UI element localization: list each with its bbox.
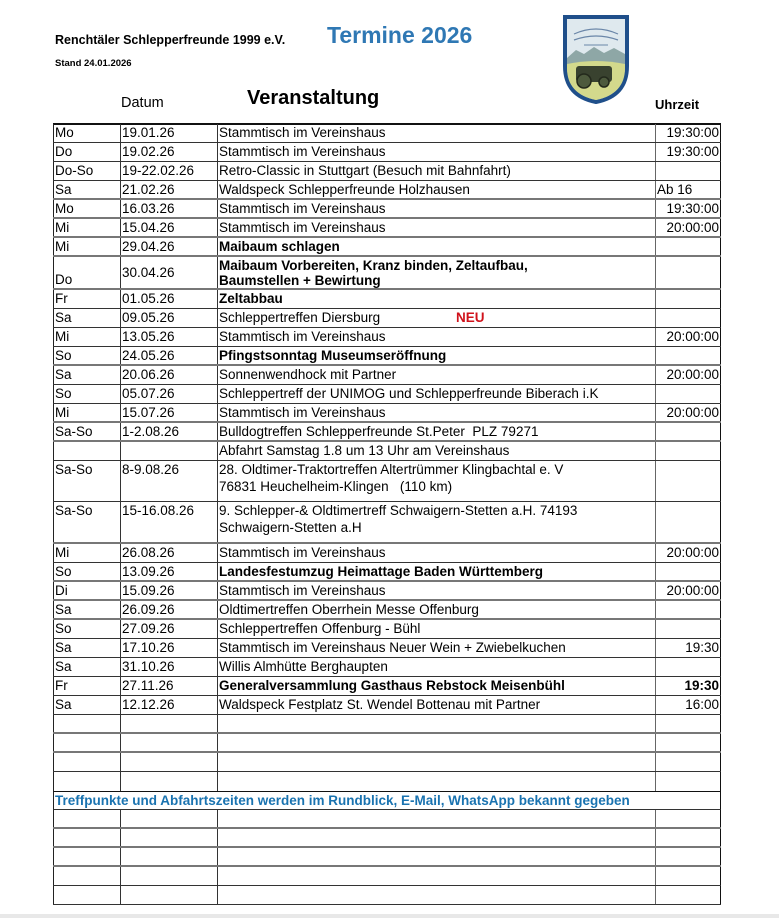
table-row	[53, 290, 721, 309]
table-row	[53, 582, 721, 601]
empty-cell	[217, 867, 655, 885]
event-line-2: Schwaigern-Stetten a.H	[219, 520, 362, 535]
date-cell: 26.09.26	[120, 601, 217, 618]
page-bottom-edge	[0, 914, 779, 918]
day-cell: So	[53, 385, 120, 403]
empty-cell	[120, 867, 217, 885]
empty-cell	[120, 829, 217, 846]
empty-cell	[53, 772, 120, 791]
time-cell: 20:00:00	[655, 366, 721, 384]
table-row	[53, 677, 721, 696]
date-cell: 19.02.26	[120, 143, 217, 161]
table-row	[53, 200, 721, 219]
day-cell: Fr	[53, 290, 120, 308]
table-row	[53, 257, 721, 290]
day-cell: Sa	[53, 601, 120, 618]
event-cell: Landesfestumzug Heimattage Baden Württemberg	[217, 563, 655, 580]
empty-cell	[53, 848, 120, 865]
date-cell: 19.01.26	[120, 124, 217, 142]
event-line-1: 28. Oldtimer-Traktortreffen Altertrümmer Klingbachtal e. V	[219, 462, 564, 477]
empty-cell	[655, 886, 721, 904]
date-cell: 30.04.26	[120, 257, 217, 288]
day-cell: Sa	[53, 658, 120, 676]
empty-cell	[655, 810, 721, 827]
time-cell: 19:30:00	[655, 124, 721, 142]
empty-row	[53, 810, 721, 829]
day-cell: Sa-So	[53, 502, 120, 542]
empty-cell	[53, 810, 120, 827]
time-cell	[655, 658, 721, 676]
time-cell	[655, 347, 721, 364]
day-cell: Sa	[53, 696, 120, 714]
footer-note-row	[53, 791, 721, 810]
date-cell: 8-9.08.26	[120, 461, 217, 501]
time-cell	[655, 461, 721, 501]
table-row	[53, 219, 721, 238]
time-cell	[655, 442, 721, 460]
date-cell: 05.07.26	[120, 385, 217, 403]
event-cell: Generalversammlung Gasthaus Rebstock Meisenbühl	[217, 677, 655, 695]
empty-cell	[120, 772, 217, 791]
day-cell: Sa-So	[53, 461, 120, 501]
event-cell: Abfahrt Samstag 1.8 um 13 Uhr am Vereinshaus	[217, 442, 655, 460]
event-cell: Maibaum schlagen	[217, 238, 655, 255]
time-cell: 19:30	[655, 677, 721, 695]
day-cell: So	[53, 563, 120, 580]
date-cell: 16.03.26	[120, 200, 217, 217]
time-cell: 19:30:00	[655, 143, 721, 161]
day-cell: Di	[53, 582, 120, 599]
table-row	[53, 328, 721, 347]
table-row	[53, 544, 721, 563]
empty-row	[53, 753, 721, 772]
empty-cell	[217, 715, 655, 732]
event-cell	[217, 502, 655, 542]
table-row	[53, 502, 721, 544]
date-cell: 15.07.26	[120, 404, 217, 421]
empty-cell	[53, 715, 120, 732]
table-row	[53, 347, 721, 366]
day-cell: Sa	[53, 309, 120, 327]
day-cell: Fr	[53, 677, 120, 695]
day-cell: Sa	[53, 366, 120, 384]
empty-cell	[120, 734, 217, 751]
org-name: Renchtäler Schlepperfreunde 1999 e.V.	[55, 33, 286, 47]
table-row	[53, 442, 721, 461]
empty-row	[53, 886, 721, 905]
date-cell: 26.08.26	[120, 544, 217, 562]
event-cell: Stammtisch im Vereinshaus	[217, 328, 655, 346]
table-row	[53, 309, 721, 328]
empty-row	[53, 848, 721, 867]
events-table	[53, 124, 721, 905]
date-cell: 31.10.26	[120, 658, 217, 676]
date-cell: 13.09.26	[120, 563, 217, 580]
time-cell	[655, 502, 721, 542]
empty-row	[53, 829, 721, 848]
table-row	[53, 620, 721, 639]
time-cell: 20:00:00	[655, 404, 721, 421]
event-cell: Sonnenwendhock mit Partner	[217, 366, 655, 384]
time-cell: 20:00:00	[655, 328, 721, 346]
empty-row	[53, 715, 721, 734]
date-cell: 24.05.26	[120, 347, 217, 364]
time-cell: 20:00:00	[655, 219, 721, 236]
empty-cell	[217, 810, 655, 827]
time-cell	[655, 162, 721, 180]
day-cell: So	[53, 620, 120, 638]
empty-cell	[53, 829, 120, 846]
day-cell: Mo	[53, 200, 120, 217]
empty-cell	[53, 886, 120, 904]
day-cell: Do	[53, 143, 120, 161]
time-cell	[655, 620, 721, 638]
empty-cell	[120, 810, 217, 827]
day-cell: Mi	[53, 328, 120, 346]
day-cell: Mo	[53, 124, 120, 142]
table-row	[53, 404, 721, 423]
event-cell: Stammtisch im Vereinshaus	[217, 219, 655, 236]
new-badge: NEU	[456, 310, 485, 325]
event-cell: Stammtisch im Vereinshaus	[217, 404, 655, 421]
empty-cell	[217, 753, 655, 771]
date-cell: 17.10.26	[120, 639, 217, 657]
empty-cell	[120, 886, 217, 904]
column-header-datum: Datum	[121, 95, 164, 111]
event-cell: Stammtisch im Vereinshaus	[217, 544, 655, 562]
date-cell: 27.09.26	[120, 620, 217, 638]
table-row	[53, 696, 721, 715]
empty-cell	[655, 867, 721, 885]
date-cell: 09.05.26	[120, 309, 217, 327]
day-cell: Do	[53, 257, 120, 288]
date-cell: 27.11.26	[120, 677, 217, 695]
table-row	[53, 162, 721, 181]
time-cell: 20:00:00	[655, 582, 721, 599]
event-cell	[217, 309, 655, 327]
empty-cell	[53, 753, 120, 771]
event-cell: Oldtimertreffen Oberrhein Messe Offenburg	[217, 601, 655, 618]
day-cell: Do-So	[53, 162, 120, 180]
date-cell: 1-2.08.26	[120, 423, 217, 440]
empty-cell	[217, 886, 655, 904]
table-row	[53, 143, 721, 162]
empty-row	[53, 734, 721, 753]
empty-cell	[53, 867, 120, 885]
date-cell: 29.04.26	[120, 238, 217, 255]
empty-cell	[655, 753, 721, 771]
table-row	[53, 563, 721, 582]
date-cell: 01.05.26	[120, 290, 217, 308]
time-cell	[655, 385, 721, 403]
empty-cell	[655, 734, 721, 751]
day-cell: Sa	[53, 639, 120, 657]
empty-cell	[120, 753, 217, 771]
time-cell: 19:30:00	[655, 200, 721, 217]
day-cell: So	[53, 347, 120, 364]
event-cell: Stammtisch im Vereinshaus	[217, 582, 655, 599]
time-cell	[655, 290, 721, 308]
date-cell: 19-22.02.26	[120, 162, 217, 180]
date-cell: 20.06.26	[120, 366, 217, 384]
table-row	[53, 423, 721, 442]
empty-cell	[655, 715, 721, 732]
empty-cell	[120, 715, 217, 732]
empty-cell	[217, 772, 655, 791]
empty-cell	[655, 772, 721, 791]
day-cell: Sa	[53, 181, 120, 198]
event-cell	[217, 461, 655, 501]
event-cell: Schleppertreff der UNIMOG und Schlepperfreunde Biberach i.K	[217, 385, 655, 403]
table-row	[53, 658, 721, 677]
date-cell: 21.02.26	[120, 181, 217, 198]
page-title: Termine 2026	[327, 22, 473, 48]
table-row	[53, 124, 721, 143]
table-row	[53, 238, 721, 257]
date-cell: 15-16.08.26	[120, 502, 217, 542]
event-cell: Zeltabbau	[217, 290, 655, 308]
empty-cell	[217, 848, 655, 865]
table-row	[53, 366, 721, 385]
empty-cell	[217, 829, 655, 846]
table-row	[53, 639, 721, 658]
event-cell: Pfingstsonntag Museumseröffnung	[217, 347, 655, 364]
date-cell	[120, 442, 217, 460]
date-cell: 15.09.26	[120, 582, 217, 599]
event-line-2: 76831 Heuchelheim-Klingen (110 km)	[219, 479, 453, 494]
table-row	[53, 601, 721, 620]
event-cell: Maibaum Vorbereiten, Kranz binden, Zeltaufbau, Baumstellen + Bewirtung	[217, 257, 655, 288]
time-cell: 19:30	[655, 639, 721, 657]
empty-row	[53, 867, 721, 886]
club-logo-icon	[562, 14, 630, 104]
event-cell: Schleppertreffen Offenburg - Bühl	[217, 620, 655, 638]
column-header-veranstaltung: Veranstaltung	[247, 87, 380, 109]
event-line-1: 9. Schlepper-& Oldtimertreff Schwaigern-Stetten a.H. 74193	[219, 503, 578, 518]
event-cell: Stammtisch im Vereinshaus	[217, 200, 655, 217]
empty-cell	[217, 734, 655, 751]
event-cell: Waldspeck Festplatz St. Wendel Bottenau mit Partner	[217, 696, 655, 714]
time-cell	[655, 601, 721, 618]
footer-note: Treffpunkte und Abfahrtszeiten werden im Rundblick, E-Mail, WhatsApp bekannt gegeben	[55, 793, 630, 808]
event-text: Schleppertreffen Diersburg	[219, 310, 381, 325]
stand-date: Stand 24.01.2026	[55, 58, 132, 69]
event-cell: Stammtisch im Vereinshaus	[217, 143, 655, 161]
empty-cell	[655, 848, 721, 865]
time-cell	[655, 257, 721, 288]
table-row	[53, 181, 721, 200]
time-cell: 16:00	[655, 696, 721, 714]
event-cell: Stammtisch im Vereinshaus Neuer Wein + Zwiebelkuchen	[217, 639, 655, 657]
empty-cell	[655, 829, 721, 846]
table-row	[53, 385, 721, 404]
event-cell: Bulldogtreffen Schlepperfreunde St.Peter PLZ 79271	[217, 423, 655, 440]
event-cell: Waldspeck Schlepperfreunde Holzhausen	[217, 181, 655, 198]
event-cell: Retro-Classic in Stuttgart (Besuch mit Bahnfahrt)	[217, 162, 655, 180]
time-cell	[655, 423, 721, 440]
time-cell: 20:00:00	[655, 544, 721, 562]
column-header-uhrzeit: Uhrzeit	[655, 97, 700, 112]
day-cell: Mi	[53, 544, 120, 562]
table-row	[53, 461, 721, 502]
date-cell: 12.12.26	[120, 696, 217, 714]
time-cell	[655, 563, 721, 580]
time-cell	[655, 309, 721, 327]
day-cell: Mi	[53, 404, 120, 421]
date-cell: 13.05.26	[120, 328, 217, 346]
day-cell: Mi	[53, 238, 120, 255]
empty-cell	[120, 848, 217, 865]
day-cell: Sa-So	[53, 423, 120, 440]
day-cell: Mi	[53, 219, 120, 236]
empty-row	[53, 772, 721, 791]
empty-cell	[53, 734, 120, 751]
event-cell: Stammtisch im Vereinshaus	[217, 124, 655, 142]
event-cell: Willis Almhütte Berghaupten	[217, 658, 655, 676]
time-cell	[655, 238, 721, 255]
date-cell: 15.04.26	[120, 219, 217, 236]
time-cell: Ab 16	[655, 181, 721, 198]
day-cell	[53, 442, 120, 460]
